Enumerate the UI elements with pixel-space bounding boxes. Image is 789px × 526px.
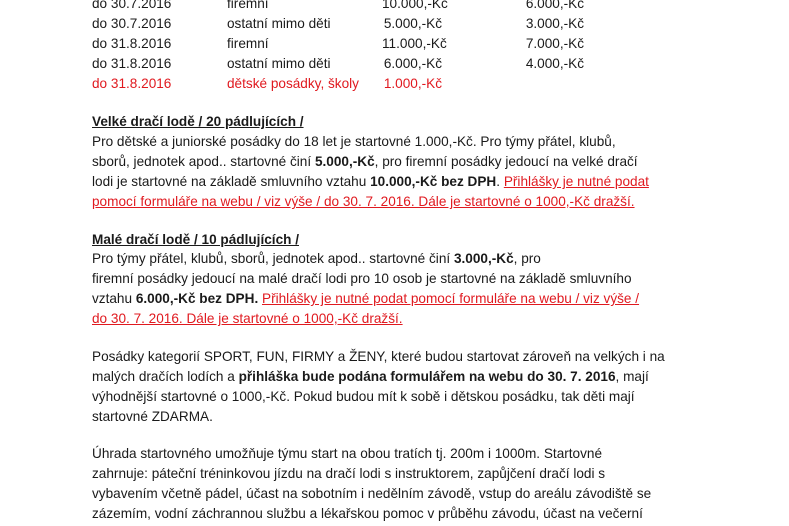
paragraph-line: Pro dětské a juniorské posádky do 18 let je startovné 1.000,-Kč. Pro týmy přátel, klubů, bbox=[92, 134, 616, 149]
price-type: firemní bbox=[227, 0, 269, 11]
price-date: do 30.7.2016 bbox=[92, 16, 172, 31]
registration-notice: pomocí formuláře na webu / viz výše / do 30. 7. 2016. Dále je startovné o 1000,-Kč dražší. bbox=[92, 194, 635, 209]
registration-notice: Přihlášky je nutné podat bbox=[503, 174, 649, 189]
price-row bbox=[92, 14, 692, 34]
price-type: ostatní mimo děti bbox=[227, 16, 331, 31]
registration-notice: Přihlášky je nutné podat pomocí formuláře na webu / viz výše / bbox=[262, 291, 640, 306]
paragraph-line: vztahu 6.000,-Kč bez DPH. Přihlášky je nutné podat pomocí formuláře na webu / viz výše / bbox=[92, 291, 640, 306]
price-highlight: 5.000,-Kč bbox=[314, 154, 375, 169]
price-type: dětské posádky, školy bbox=[227, 76, 359, 91]
registration-notice: do 30. 7. 2016. Dále je startovné o 1000,-Kč dražší. bbox=[92, 311, 403, 326]
paragraph-line: lodi je startovné na základě smluvního vztahu 10.000,-Kč bez DPH. Přihlášky je nutné podat bbox=[92, 174, 649, 189]
price-row-highlight bbox=[92, 74, 692, 94]
price-date: do 31.8.2016 bbox=[92, 56, 172, 71]
price-type: firemní bbox=[227, 36, 269, 51]
price-type: ostatní mimo děti bbox=[227, 56, 331, 71]
paragraph-line: startovné ZDARMA. bbox=[92, 409, 213, 424]
price-amount: 10.000,-Kč bbox=[382, 0, 448, 11]
price-amount-small: 7.000,-Kč bbox=[525, 36, 584, 51]
paragraph-line: výhodnější startovné o 1000,-Kč. Pokud budou mít k sobě i dětskou posádku, tak děti mají bbox=[92, 389, 635, 404]
price-amount-small: 6.000,-Kč bbox=[525, 0, 584, 11]
price-amount: 6.000,-Kč bbox=[383, 56, 442, 71]
paragraph-line: zahrnuje: páteční tréninkovou jízdu na dračí lodi s instruktorem, zapůjčení dračí lodi s bbox=[92, 466, 606, 481]
price-date: do 31.8.2016 bbox=[92, 36, 172, 51]
price-row bbox=[92, 0, 692, 14]
price-row bbox=[92, 54, 692, 74]
price-row bbox=[92, 34, 692, 54]
paragraph-line: Pro týmy přátel, klubů, sborů, jednotek apod.. startovné činí 3.000,-Kč, pro bbox=[92, 251, 541, 266]
paragraph-line: zázemím, vodní záchrannou službu a lékařskou pomoc v průběhu závodu, účast na večerní bbox=[92, 506, 643, 521]
paragraph-line: Posádky kategorií SPORT, FUN, FIRMY a ŽENY, které budou startovat zároveň na velkých i na bbox=[92, 349, 665, 364]
paragraph-line: firemní posádky jedoucí na malé dračí lodi pro 10 osob je startovné na základě smluvního bbox=[92, 271, 632, 286]
paragraph-line: sborů, jednotek apod.. startovné činí 5.000,-Kč, pro firemní posádky jedoucí na velké dračí bbox=[92, 154, 638, 169]
paragraph-line: Úhrada startovného umožňuje týmu start na obou tratích tj. 200m i 1000m. Startovné bbox=[92, 446, 603, 461]
deadline-highlight: přihláška bude podána formulářem na webu do 30. 7. 2016 bbox=[238, 369, 616, 384]
section-heading: Velké dračí lodě / 20 pádlujících / bbox=[92, 114, 304, 129]
price-amount-small: 3.000,-Kč bbox=[525, 16, 584, 31]
paragraph-line: vybavením včetně pádel, účast na sobotním i nedělním závodě, vstup do areálu závodiště se bbox=[92, 486, 652, 501]
price-amount: 5.000,-Kč bbox=[383, 16, 442, 31]
price-amount: 1.000,-Kč bbox=[383, 76, 442, 91]
price-highlight: 10.000,-Kč bez DPH bbox=[370, 174, 497, 189]
section-heading: Malé dračí lodě / 10 pádlujících / bbox=[92, 232, 299, 247]
price-amount-small: 4.000,-Kč bbox=[525, 56, 584, 71]
price-highlight: 6.000,-Kč bez DPH. bbox=[135, 291, 259, 306]
paragraph-line: malých dračích lodích a přihláška bude podána formulářem na webu do 30. 7. 2016, mají bbox=[92, 369, 649, 384]
price-amount: 11.000,-Kč bbox=[382, 36, 447, 51]
price-date: do 31.8.2016 bbox=[92, 76, 172, 91]
price-highlight: 3.000,-Kč bbox=[453, 251, 514, 266]
price-date: do 30.7.2016 bbox=[92, 0, 172, 11]
